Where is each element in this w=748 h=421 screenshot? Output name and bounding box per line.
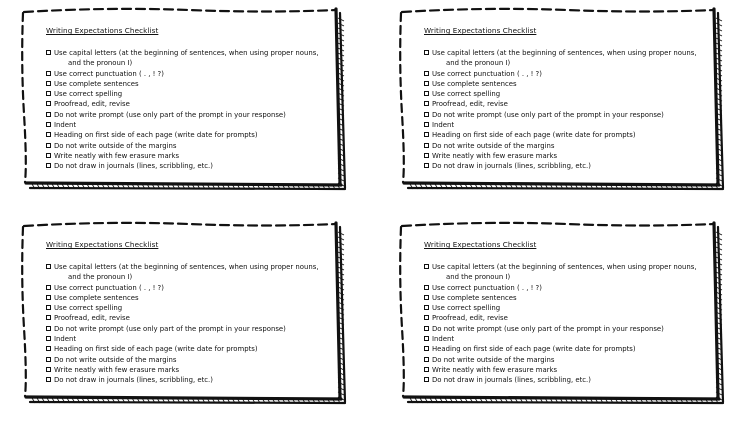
checkbox-icon[interactable] bbox=[424, 132, 429, 137]
checklist-item-text bbox=[54, 161, 338, 171]
checkbox-icon[interactable] bbox=[424, 367, 429, 372]
checklist-item bbox=[46, 355, 338, 365]
checklist-card bbox=[396, 218, 726, 404]
checklist-item-label: Use correct spelling bbox=[432, 90, 501, 99]
checklist-item-text bbox=[432, 334, 716, 344]
checklist-item bbox=[46, 99, 338, 109]
checklist-item-label: Write neatly with few erasure marks bbox=[54, 151, 180, 160]
checklist-item-text bbox=[54, 262, 338, 283]
checkbox-icon[interactable] bbox=[46, 143, 51, 148]
checklist-item bbox=[46, 48, 338, 69]
checklist-item-continuation: and the pronoun I) bbox=[446, 273, 511, 282]
checkbox-icon[interactable] bbox=[424, 336, 429, 341]
checklist-item-continuation: and the pronoun I) bbox=[446, 59, 511, 68]
checklist-item-text bbox=[54, 324, 338, 334]
checklist-card bbox=[18, 218, 348, 404]
checklist-items bbox=[46, 262, 338, 386]
checklist-item-text bbox=[432, 120, 716, 130]
card-content bbox=[46, 240, 338, 386]
checkbox-icon[interactable] bbox=[46, 101, 51, 106]
card-content bbox=[46, 26, 338, 172]
checklist-item-label: Use complete sentences bbox=[432, 79, 517, 88]
checklist-item-text bbox=[54, 130, 338, 140]
checklist-item-label: Do not write outside of the margins bbox=[54, 141, 177, 150]
checkbox-icon[interactable] bbox=[46, 367, 51, 372]
checklist-item-label: Proofread, edit, revise bbox=[432, 100, 508, 109]
checklist-item-label: Do not write prompt (use only part of the prompt in your response) bbox=[54, 110, 286, 119]
checkbox-icon[interactable] bbox=[424, 153, 429, 158]
checklist-item bbox=[46, 293, 338, 303]
checkbox-icon[interactable] bbox=[424, 305, 429, 310]
checklist-item-text bbox=[54, 313, 338, 323]
checklist-item bbox=[46, 69, 338, 79]
checkbox-icon[interactable] bbox=[424, 264, 429, 269]
checklist-item bbox=[46, 120, 338, 130]
checklist-item-text bbox=[432, 99, 716, 109]
checklist-item bbox=[46, 344, 338, 354]
checklist-item-text bbox=[54, 69, 338, 79]
checklist-item bbox=[46, 262, 338, 283]
card-content bbox=[424, 240, 716, 386]
checklist-item-text bbox=[54, 334, 338, 344]
checklist-item bbox=[424, 283, 716, 293]
checklist-item bbox=[46, 151, 338, 161]
checklist-item-label: Use correct punctuation ( . , ! ?) bbox=[432, 69, 542, 78]
checklist-item-text bbox=[54, 48, 338, 69]
checklist-item-text bbox=[432, 161, 716, 171]
checklist-item-text bbox=[54, 293, 338, 303]
checklist-item bbox=[46, 79, 338, 89]
checklist-item bbox=[424, 262, 716, 283]
checkbox-icon[interactable] bbox=[46, 326, 51, 331]
checklist-item-label: Use capital letters (at the beginning of sentences, when using proper nouns, bbox=[432, 49, 697, 57]
checklist-item-text bbox=[432, 344, 716, 354]
checklist-item-label: Use correct spelling bbox=[54, 304, 123, 313]
checklist-item-label: Proofread, edit, revise bbox=[54, 100, 130, 109]
checklist-card bbox=[396, 4, 726, 190]
checklist-item bbox=[424, 141, 716, 151]
checklist-item bbox=[46, 303, 338, 313]
checkbox-icon[interactable] bbox=[424, 50, 429, 55]
checkbox-icon[interactable] bbox=[46, 295, 51, 300]
checkbox-icon[interactable] bbox=[424, 71, 429, 76]
checkbox-icon[interactable] bbox=[424, 101, 429, 106]
checklist-item-text bbox=[54, 344, 338, 354]
checkbox-icon[interactable] bbox=[46, 377, 51, 382]
checklist-item-label: Do not draw in journals (lines, scribbling, etc.) bbox=[54, 376, 213, 385]
checklist-item-label: Heading on first side of each page (write date for prompts) bbox=[54, 131, 258, 140]
checklist-item-text bbox=[432, 324, 716, 334]
checklist-title: Writing Expectations Checklist bbox=[46, 26, 159, 35]
checklist-item bbox=[46, 375, 338, 385]
checkbox-icon[interactable] bbox=[424, 91, 429, 96]
checklist-item-text bbox=[54, 110, 338, 120]
checklist-item-label: Do not write prompt (use only part of the prompt in your response) bbox=[54, 324, 286, 333]
checklist-item-label: Do not write outside of the margins bbox=[54, 355, 177, 364]
checklist-item bbox=[424, 334, 716, 344]
checklist-item-text bbox=[432, 283, 716, 293]
checklist-item bbox=[424, 130, 716, 140]
checkbox-icon[interactable] bbox=[424, 326, 429, 331]
checklist-item-label: Indent bbox=[54, 121, 77, 130]
checklist-item bbox=[46, 365, 338, 375]
checklist-item bbox=[424, 48, 716, 69]
checklist-item-label: Use capital letters (at the beginning of sentences, when using proper nouns, bbox=[432, 263, 697, 271]
checklist-item-label: Proofread, edit, revise bbox=[432, 314, 508, 323]
checklist-item-label: Do not draw in journals (lines, scribbling, etc.) bbox=[54, 162, 213, 171]
checklist-item-text bbox=[54, 89, 338, 99]
checklist-item-label: Write neatly with few erasure marks bbox=[432, 151, 558, 160]
checklist-item bbox=[424, 120, 716, 130]
checklist-item bbox=[424, 151, 716, 161]
checklist-item-continuation: and the pronoun I) bbox=[68, 273, 133, 282]
checklist-item-label: Heading on first side of each page (write date for prompts) bbox=[432, 345, 636, 354]
checkbox-icon[interactable] bbox=[424, 122, 429, 127]
checklist-item-label: Do not write prompt (use only part of the prompt in your response) bbox=[432, 324, 664, 333]
checklist-item bbox=[46, 334, 338, 344]
checklist-item-continuation: and the pronoun I) bbox=[68, 59, 133, 68]
checklist-item-text bbox=[432, 110, 716, 120]
checklist-item-label: Use capital letters (at the beginning of sentences, when using proper nouns, bbox=[54, 49, 319, 57]
checkbox-icon[interactable] bbox=[46, 346, 51, 351]
checkbox-icon[interactable] bbox=[46, 315, 51, 320]
checkbox-icon[interactable] bbox=[424, 81, 429, 86]
checklist-item-label: Write neatly with few erasure marks bbox=[432, 365, 558, 374]
checkbox-icon[interactable] bbox=[46, 357, 51, 362]
checklist-item bbox=[424, 375, 716, 385]
checkbox-icon[interactable] bbox=[424, 143, 429, 148]
checklist-item bbox=[424, 313, 716, 323]
checklist-item-text bbox=[432, 89, 716, 99]
checkbox-icon[interactable] bbox=[46, 285, 51, 290]
checkbox-icon[interactable] bbox=[46, 50, 51, 55]
checklist-item-label: Do not write outside of the margins bbox=[432, 141, 555, 150]
checklist-item-label: Indent bbox=[54, 335, 77, 344]
checklist-item-label: Proofread, edit, revise bbox=[54, 314, 130, 323]
checklist-item-label: Heading on first side of each page (write date for prompts) bbox=[54, 345, 258, 354]
checklist-item bbox=[424, 79, 716, 89]
checklist-item-text bbox=[432, 69, 716, 79]
checklist-item-label: Do not write outside of the margins bbox=[432, 355, 555, 364]
checklist-item-text bbox=[54, 151, 338, 161]
checklist-item bbox=[424, 344, 716, 354]
checklist-item-text bbox=[432, 151, 716, 161]
checklist-item-text bbox=[54, 365, 338, 375]
checklist-items bbox=[424, 48, 716, 172]
checklist-item-label: Use correct spelling bbox=[54, 90, 123, 99]
checklist-item-text bbox=[54, 303, 338, 313]
checkbox-icon[interactable] bbox=[46, 336, 51, 341]
checklist-item bbox=[424, 365, 716, 375]
checkbox-icon[interactable] bbox=[424, 377, 429, 382]
checklist-item bbox=[424, 324, 716, 334]
checklist-item bbox=[46, 141, 338, 151]
checkbox-icon[interactable] bbox=[424, 357, 429, 362]
checklist-items bbox=[46, 48, 338, 172]
checkbox-icon[interactable] bbox=[424, 112, 429, 117]
checklist-item-text bbox=[432, 313, 716, 323]
checkbox-icon[interactable] bbox=[46, 264, 51, 269]
checklist-item bbox=[424, 69, 716, 79]
checklist-item bbox=[46, 89, 338, 99]
checklist-item bbox=[424, 110, 716, 120]
checkbox-icon[interactable] bbox=[46, 91, 51, 96]
checklist-item bbox=[46, 110, 338, 120]
checkbox-icon[interactable] bbox=[46, 81, 51, 86]
checklist-item-label: Use complete sentences bbox=[432, 293, 517, 302]
checklist-items bbox=[424, 262, 716, 386]
checkbox-icon[interactable] bbox=[424, 285, 429, 290]
checklist-item bbox=[424, 293, 716, 303]
checklist-item-text bbox=[432, 262, 716, 283]
card-content bbox=[424, 26, 716, 172]
checkbox-icon[interactable] bbox=[424, 315, 429, 320]
checklist-item bbox=[46, 324, 338, 334]
checklist-item-label: Do not write prompt (use only part of the prompt in your response) bbox=[432, 110, 664, 119]
checklist-item-label: Use capital letters (at the beginning of sentences, when using proper nouns, bbox=[54, 263, 319, 271]
checklist-item-text bbox=[54, 120, 338, 130]
checklist-item-label: Indent bbox=[432, 335, 455, 344]
checklist-item-label: Indent bbox=[432, 121, 455, 130]
checklist-item-label: Use correct spelling bbox=[432, 304, 501, 313]
checklist-item-text bbox=[432, 303, 716, 313]
checklist-title: Writing Expectations Checklist bbox=[424, 240, 537, 249]
checkbox-icon[interactable] bbox=[46, 112, 51, 117]
checkbox-icon[interactable] bbox=[424, 295, 429, 300]
checklist-title: Writing Expectations Checklist bbox=[46, 240, 159, 249]
checklist-item-label: Use complete sentences bbox=[54, 79, 139, 88]
checkbox-icon[interactable] bbox=[424, 346, 429, 351]
checkbox-icon[interactable] bbox=[46, 122, 51, 127]
checklist-item-text bbox=[54, 375, 338, 385]
checklist-item-label: Heading on first side of each page (write date for prompts) bbox=[432, 131, 636, 140]
checklist-item-text bbox=[432, 355, 716, 365]
checklist-item-text bbox=[54, 99, 338, 109]
checklist-title: Writing Expectations Checklist bbox=[424, 26, 537, 35]
checkbox-icon[interactable] bbox=[424, 163, 429, 168]
checklist-item bbox=[424, 303, 716, 313]
checkbox-icon[interactable] bbox=[46, 132, 51, 137]
checklist-item-text bbox=[54, 79, 338, 89]
checkbox-icon[interactable] bbox=[46, 71, 51, 76]
checkbox-icon[interactable] bbox=[46, 163, 51, 168]
checklist-item-text bbox=[432, 48, 716, 69]
checklist-item-label: Do not draw in journals (lines, scribbling, etc.) bbox=[432, 376, 591, 385]
checklist-item-label: Write neatly with few erasure marks bbox=[54, 365, 180, 374]
checklist-item-label: Use complete sentences bbox=[54, 293, 139, 302]
checklist-item bbox=[424, 99, 716, 109]
checklist-item bbox=[46, 130, 338, 140]
checklist-item-text bbox=[54, 141, 338, 151]
checklist-item-text bbox=[432, 293, 716, 303]
checklist-item-text bbox=[432, 375, 716, 385]
checklist-item-text bbox=[432, 79, 716, 89]
checklist-item-text bbox=[432, 365, 716, 375]
checklist-item bbox=[424, 161, 716, 171]
checklist-item-text bbox=[432, 141, 716, 151]
checklist-item-label: Use correct punctuation ( . , ! ?) bbox=[54, 283, 164, 292]
checklist-item-label: Use correct punctuation ( . , ! ?) bbox=[54, 69, 164, 78]
checklist-item-label: Use correct punctuation ( . , ! ?) bbox=[432, 283, 542, 292]
checklist-item bbox=[46, 161, 338, 171]
checklist-item-label: Do not draw in journals (lines, scribbling, etc.) bbox=[432, 162, 591, 171]
checkbox-icon[interactable] bbox=[46, 153, 51, 158]
checklist-item bbox=[46, 313, 338, 323]
checklist-item bbox=[46, 283, 338, 293]
checklist-item bbox=[424, 89, 716, 99]
checklist-item-text bbox=[54, 283, 338, 293]
checklist-card bbox=[18, 4, 348, 190]
checklist-item-text bbox=[432, 130, 716, 140]
checkbox-icon[interactable] bbox=[46, 305, 51, 310]
checklist-item-text bbox=[54, 355, 338, 365]
checklist-item bbox=[424, 355, 716, 365]
